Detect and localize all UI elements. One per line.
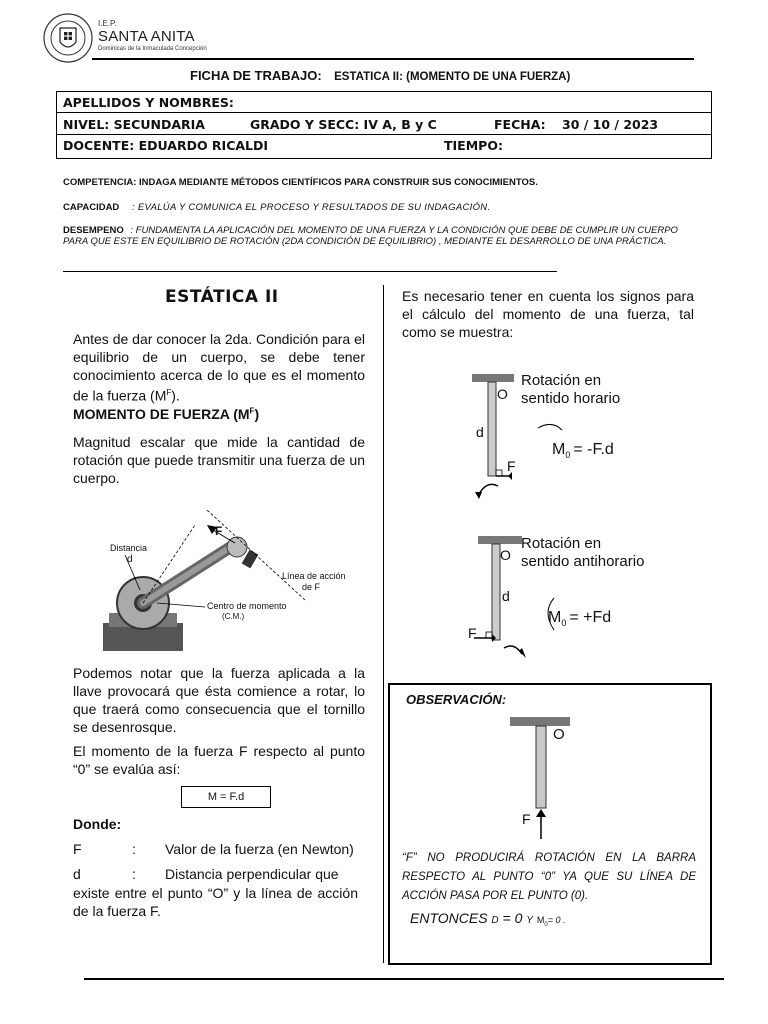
fig-label-line2: de F — [302, 582, 321, 592]
fig-label-distance: Distancia — [110, 543, 148, 553]
section-rule — [63, 271, 557, 272]
fig-label-cm: (C.M.) — [222, 612, 245, 621]
formula-intro: El momento de la fuerza F respecto al punto “0” se evalúa así: — [73, 743, 365, 777]
def-d-text1: Distancia perpendicular que — [165, 866, 339, 882]
header-rule — [92, 58, 694, 60]
obs-O: O — [553, 726, 565, 743]
field-date-value: 30 / 10 / 2023 — [562, 117, 659, 132]
school-seal — [42, 12, 94, 64]
fig2-title-2: sentido antihorario — [521, 553, 645, 570]
obs-F: F — [522, 811, 531, 827]
explanation-paragraph: Podemos notar que la fuerza aplicada a la llave provocará que ésta comience a rotar, lo que traerá como consecuencia que el tornillo se desenrosque. — [73, 665, 365, 735]
fig1-O: O — [497, 386, 508, 402]
observation-result: ENTONCES d = 0 y $M_0= 0$ . — [410, 910, 566, 928]
field-date-label: FECHA: — [494, 117, 546, 132]
fig1-moment: $M_0 = -F.d$ — [552, 441, 614, 461]
fig1-F: F — [507, 458, 516, 474]
field-time: TIEMPO: — [444, 138, 503, 153]
fig2-title-1: Rotación en — [521, 535, 602, 552]
footer-rule — [84, 978, 724, 980]
school-logo-small: I.E.P. — [98, 19, 117, 28]
fig2-moment: $M_0 = +Fd$ — [548, 609, 612, 629]
capacidad: CAPACIDAD : EVALÚA Y COMUNICA EL PROCESO Y RESULTADOS DE SU INDAGACIÓN. — [63, 202, 491, 213]
fig2-F: F — [468, 625, 477, 641]
school-subtitle: Dominicas de la Inmaculada Concepción — [98, 46, 207, 52]
observation-text: “F” NO PRODUCIRÁ ROTACIÓN EN LA BARRA RESPECTO AL PUNTO “0” YA QUE SU LÍNEA DE ACCIÓN PASA POR EL PUNTO (0). — [402, 852, 696, 902]
section-heading: ESTÁTICA II — [165, 287, 279, 307]
fig-label-center: Centro de momento — [207, 601, 287, 611]
school-name: SANTA ANITA — [98, 28, 195, 45]
moment-heading: MOMENTO DE FUERZA $(M^F)$ — [73, 406, 260, 422]
definition-paragraph: Magnitud escalar que mide la cantidad de rotación que puede transmitir una fuerza de un cuerpo. — [73, 434, 365, 486]
def-F-text: Valor de la fuerza (en Newton) — [165, 841, 354, 857]
field-teacher: DOCENTE: EDUARDO RICALDI — [63, 138, 269, 153]
def-F-colon: : — [132, 841, 136, 857]
column-divider — [383, 285, 384, 963]
def-F-symbol: F — [73, 841, 82, 857]
fig2-O: O — [500, 547, 511, 563]
page-title: FICHA DE TRABAJO: ESTATICA II: (MOMENTO DE UNA FUERZA) — [190, 68, 571, 83]
formula-box: M = F.d — [181, 786, 271, 808]
fig1-d: d — [476, 424, 484, 440]
field-name: APELLIDOS Y NOMBRES: — [63, 95, 234, 110]
fig2-d: d — [502, 588, 510, 604]
desempeno: DESEMPENO : FUNDAMENTA LA APLICACIÓN DEL MOMENTO DE UNA FUERZA Y LA CONDICIÓN QUE DEBE DE CUMPLIR UN CUERPO PARA QUE ESTE EN EQUILIBRIO DE ROTACIÓN (2DA CONDICIÓN DE EQUILIBRIO) , MEDIANTE EL DESARROLLO DE UNA PRÁCTICA. — [63, 225, 678, 247]
field-grade: GRADO Y SECC: IV A, B y C — [250, 117, 437, 132]
where-label: Donde: — [73, 816, 122, 832]
observation-title: OBSERVACIÓN: — [406, 692, 507, 707]
def-d-colon: : — [132, 866, 136, 882]
def-d-symbol: d — [73, 866, 81, 882]
field-level: NIVEL: SECUNDARIA — [63, 117, 205, 132]
fig1-title-2: sentido horario — [521, 390, 621, 407]
fig1-title-1: Rotación en — [521, 372, 602, 389]
fig-label-line: Línea de acción — [282, 571, 346, 581]
fig-label-F: F — [215, 524, 223, 538]
competencia: COMPETENCIA: INDAGA MEDIANTE MÉTODOS CIENTÍFICOS PARA CONSTRUIR SUS CONOCIMIENTOS. — [63, 177, 538, 188]
intro-paragraph: Antes de dar conocer la 2da. Condición para el equilibrio de un cuerpo, se debe tener conocimiento acerca de lo que es el momento de la fuerza $(M^F)$. — [73, 331, 365, 404]
sign-intro: Es necesario tener en cuenta los signos para el cálculo del momento de una fuerza, tal como se muestra: — [402, 288, 694, 340]
fig-label-d: d — [127, 554, 133, 565]
def-d-text2: existe entre el punto “O” y la línea de acción de la fuerza F. — [73, 885, 358, 919]
